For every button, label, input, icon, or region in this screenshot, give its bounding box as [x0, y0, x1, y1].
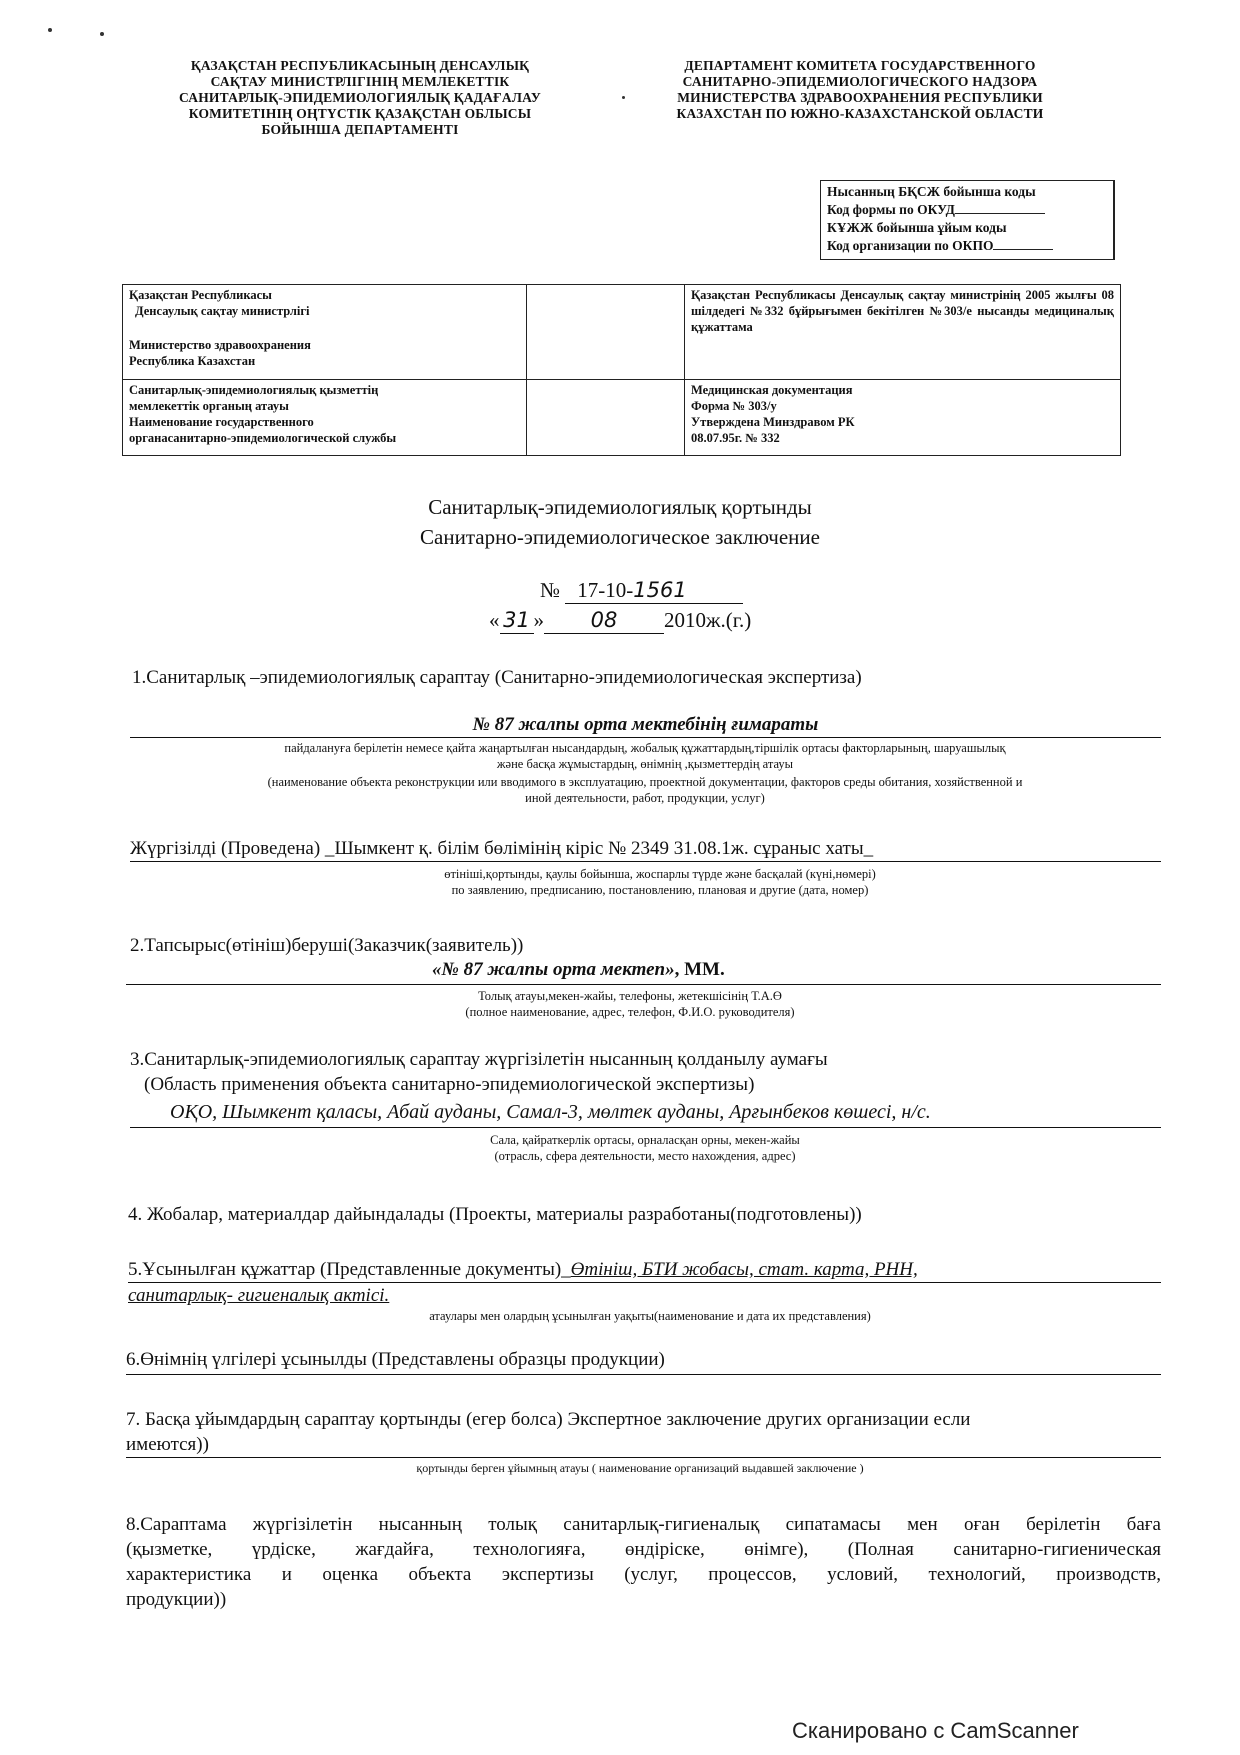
date-day: 31 [500, 608, 534, 634]
date-quote: » [533, 608, 544, 632]
documents-value-cont: санитарлық- гигиеналық актісі. [128, 1285, 390, 1306]
date-quote: « [489, 608, 500, 632]
label-line: (Область применения объекта санитарно-эпидемиологической экспертизы) [144, 1074, 755, 1095]
title-kz: Санитарлық-эпидемиологиялық қортынды [428, 495, 812, 519]
table-text: Наименование государственного [129, 415, 314, 429]
header-right-line: МИНИСТЕРСТВА ЗДРАВООХРАНЕНИЯ РЕСПУБЛИКИ [677, 90, 1043, 105]
section-7-note [300, 1460, 980, 1476]
title-ru: Санитарно-эпидемиологическое заключение [420, 525, 820, 549]
conducted-label: Жүргізілді (Проведена) _ [130, 838, 335, 859]
conducted-value: Шымкент қ. білім бөлімінің кіріс № 2349 31.08.1ж. сұраныс хаты_ [334, 838, 874, 859]
label-line: имеются)) [126, 1432, 1161, 1458]
table-text: Қазақстан Республикасы Денсаулық сақтау министрінің 2005 жылғы 08 шілдедегі №332 бұйрығымен бекітілген №303/е нысанды медициналық құжаттама [691, 288, 1114, 334]
section-3-value [130, 1100, 1161, 1128]
table-cell-ministry [123, 285, 527, 380]
number-handwritten: 1561 [633, 578, 687, 602]
header-left [130, 58, 590, 138]
conducted-note [360, 866, 960, 898]
table-text: органасанитарно-эпидемиологической службы [129, 431, 397, 445]
section-8-text [126, 1512, 1161, 1612]
table-text: мемлекеттік органың атауы [129, 399, 289, 413]
table-text: Республика Казахстан [129, 354, 256, 368]
number-printed: 17-10- [577, 578, 634, 602]
label-line: 3.Санитарлық-эпидемиологиялық сараптау жүргізілетін нысанның қолданылу аумағы [130, 1049, 828, 1070]
table-text: Денсаулық сақтау министрлігі [135, 304, 310, 318]
text-line: 8.Сараптама жүргізілетін нысанның толық санитарлық-гигиеналық сипатамасы мен оған берілетін баға [126, 1514, 1161, 1535]
section-5-label: 5.Ұсынылған құжаттар (Представленные документы)_ [128, 1259, 571, 1280]
code-line: Код организации по ОКПО [827, 237, 1107, 255]
note-line: өтініші,қортынды, қаулы бойынша, жоспарлы түрде және басқалай (күні,нөмері) [444, 867, 876, 881]
section-1-value [130, 712, 1161, 738]
header-left-line: САНИТАРЛЫҚ-ЭПИДЕМИОЛОГИЯЛЫҚ ҚАДАҒАЛАУ [179, 90, 541, 105]
section-2-note [330, 988, 930, 1020]
text-line: (қызметке, үрдіске, жағдайға, технологияға, өндіріске, өнімге), (Полная санитарно-гигиеническая [126, 1539, 1161, 1560]
scan-speck [100, 32, 104, 36]
note-line: қортынды берген ұйымның атауы ( наименование организаций выдавшей заключение ) [416, 1461, 864, 1475]
header-right-line: САНИТАРНО-ЭПИДЕМИОЛОГИЧЕСКОГО НАДЗОРА [682, 74, 1038, 89]
table-text: Форма № 303/у [691, 399, 777, 413]
section-7-label [126, 1407, 1161, 1458]
table-text: 08.07.95г. № 332 [691, 431, 780, 445]
table-cell-service-name [123, 380, 527, 456]
note-line: және басқа жұмыстардың, өнімнің ,қызметтердің атауы [496, 757, 794, 771]
section-2-value [432, 957, 725, 982]
table-text: Санитарлық-эпидемиологиялық қызметтің [129, 383, 379, 397]
header-left-line: ҚАЗАҚСТАН РЕСПУБЛИКАСЫНЫҢ ДЕНСАУЛЫҚ [190, 58, 530, 73]
header-left-line: БОЙЫНША ДЕПАРТАМЕНТІ [261, 122, 459, 137]
header-right-line: КАЗАХСТАН ПО ЮЖНО-КАЗАХСТАНСКОЙ ОБЛАСТИ [676, 106, 1044, 121]
label-line: 7. Басқа ұйымдардың сараптау қортынды (егер болса) Экспертное заключение других организации если [126, 1409, 971, 1430]
section-4-label: 4. Жобалар, материалдар дайындалады (Проекты, материалы разработаны(подготовлены)) [128, 1204, 862, 1225]
scan-speck [48, 28, 52, 32]
section-6-label [126, 1347, 1161, 1375]
camscanner-watermark: Сканировано с CamScanner [792, 1718, 1079, 1743]
header-left-line: САҚТАУ МИНИСТРЛІГІНІҢ МЕМЛЕКЕТТІК [210, 74, 510, 89]
section-5-note [220, 1308, 1080, 1324]
note-line: Толық атауы,мекен-жайы, телефоны, жетекшісінің Т.А.Ө [478, 989, 782, 1003]
form-codes-box [820, 180, 1115, 260]
table-cell-form [685, 380, 1121, 456]
note-line: пайдалануға берілетін немесе қайта жаңартылған нысандардың, жобалық құжаттардың,тіршілік ортасы факторларының, шаруашылық [284, 741, 1006, 755]
scan-speck [622, 96, 625, 99]
note-line: атаулары мен олардың ұсынылған уақыты(наименование и дата их представления) [429, 1309, 871, 1323]
section-3-label [130, 1047, 828, 1097]
table-text: Медицинская документация [691, 383, 853, 397]
customer-type: , ММ. [674, 959, 725, 980]
section-6-text: 6.Өнімнің үлгілері ұсынылды (Представлены образцы продукции) [126, 1349, 665, 1370]
note-line: иной деятельности, работ, продукции, услуг) [525, 791, 765, 805]
document-date [489, 608, 751, 634]
table-text: Министерство здравоохранения [129, 338, 311, 352]
section-1-label: 1.Санитарлық –эпидемиологиялық сараптау (Санитарно-эпидемиологическая экспертиза) [132, 667, 862, 688]
object-name: № 87 жалпы орта мектебінің ғимараты [472, 714, 819, 735]
code-line: КҰЖЖ бойынша ұйым коды [827, 220, 1007, 235]
note-line: по заявлению, предписанию, постановлению, плановая и другие (дата, номер) [451, 883, 869, 897]
document-number [540, 578, 743, 604]
address-value: ОҚО, Шымкент қаласы, Абай ауданы, Самал-3, мөлтек ауданы, Арғынбеков көшесі, н/с. [170, 1101, 931, 1123]
table-cell-empty [527, 285, 685, 380]
code-line: Нысанның БҚСЖ бойынша коды [827, 184, 1036, 199]
document-title [0, 492, 1240, 552]
header-right-line: ДЕПАРТАМЕНТ КОМИТЕТА ГОСУДАРСТВЕННОГО [684, 58, 1036, 73]
table-cell-order [685, 285, 1121, 380]
note-line: (полное наименование, адрес, телефон, Ф.И.О. руководителя) [465, 1005, 795, 1019]
note-line: (наименование объекта реконструкции или вводимого в эксплуатацию, проектной документации, факторов среды обитания, хозяйственной и [267, 775, 1023, 789]
table-text: Қазақстан Республикасы [129, 288, 272, 302]
text-line: продукции)) [126, 1589, 227, 1610]
date-month: 08 [544, 608, 664, 634]
section-3-note [360, 1132, 930, 1164]
code-line: Код формы по ОКУД [827, 201, 1107, 219]
number-prefix: № [540, 578, 561, 602]
date-year: 2010ж.(г.) [664, 608, 752, 632]
table-cell-empty [527, 380, 685, 456]
organization-table [122, 284, 1121, 456]
note-line: (отрасль, сфера деятельности, место нахождения, адрес) [494, 1149, 796, 1163]
header-left-line: КОМИТЕТІНІҢ ОҢТҮСТІК ҚАЗАҚСТАН ОБЛЫСЫ [188, 106, 532, 121]
section-2-label: 2.Тапсырыс(өтініш)беруші(Заказчик(заявитель)) [130, 935, 524, 956]
header-right [630, 58, 1090, 122]
conducted-field [130, 836, 1161, 862]
table-text: Утверждена Минздравом РК [691, 415, 855, 429]
section-5-line1 [128, 1257, 1161, 1283]
text-line: характеристика и оценка объекта экспертизы (услуг, процессов, условий, технологий, производств, [126, 1564, 1161, 1585]
customer-name: «№ 87 жалпы орта мектеп» [432, 959, 675, 980]
section-5-field [128, 1257, 1161, 1308]
documents-value: Өтініш, БТИ жобасы, стат. карта, РНН, [570, 1259, 918, 1280]
note-line: Сала, қайраткерлік ортасы, орналасқан орны, мекен-жайы [490, 1133, 800, 1147]
section-1-note [120, 740, 1170, 806]
